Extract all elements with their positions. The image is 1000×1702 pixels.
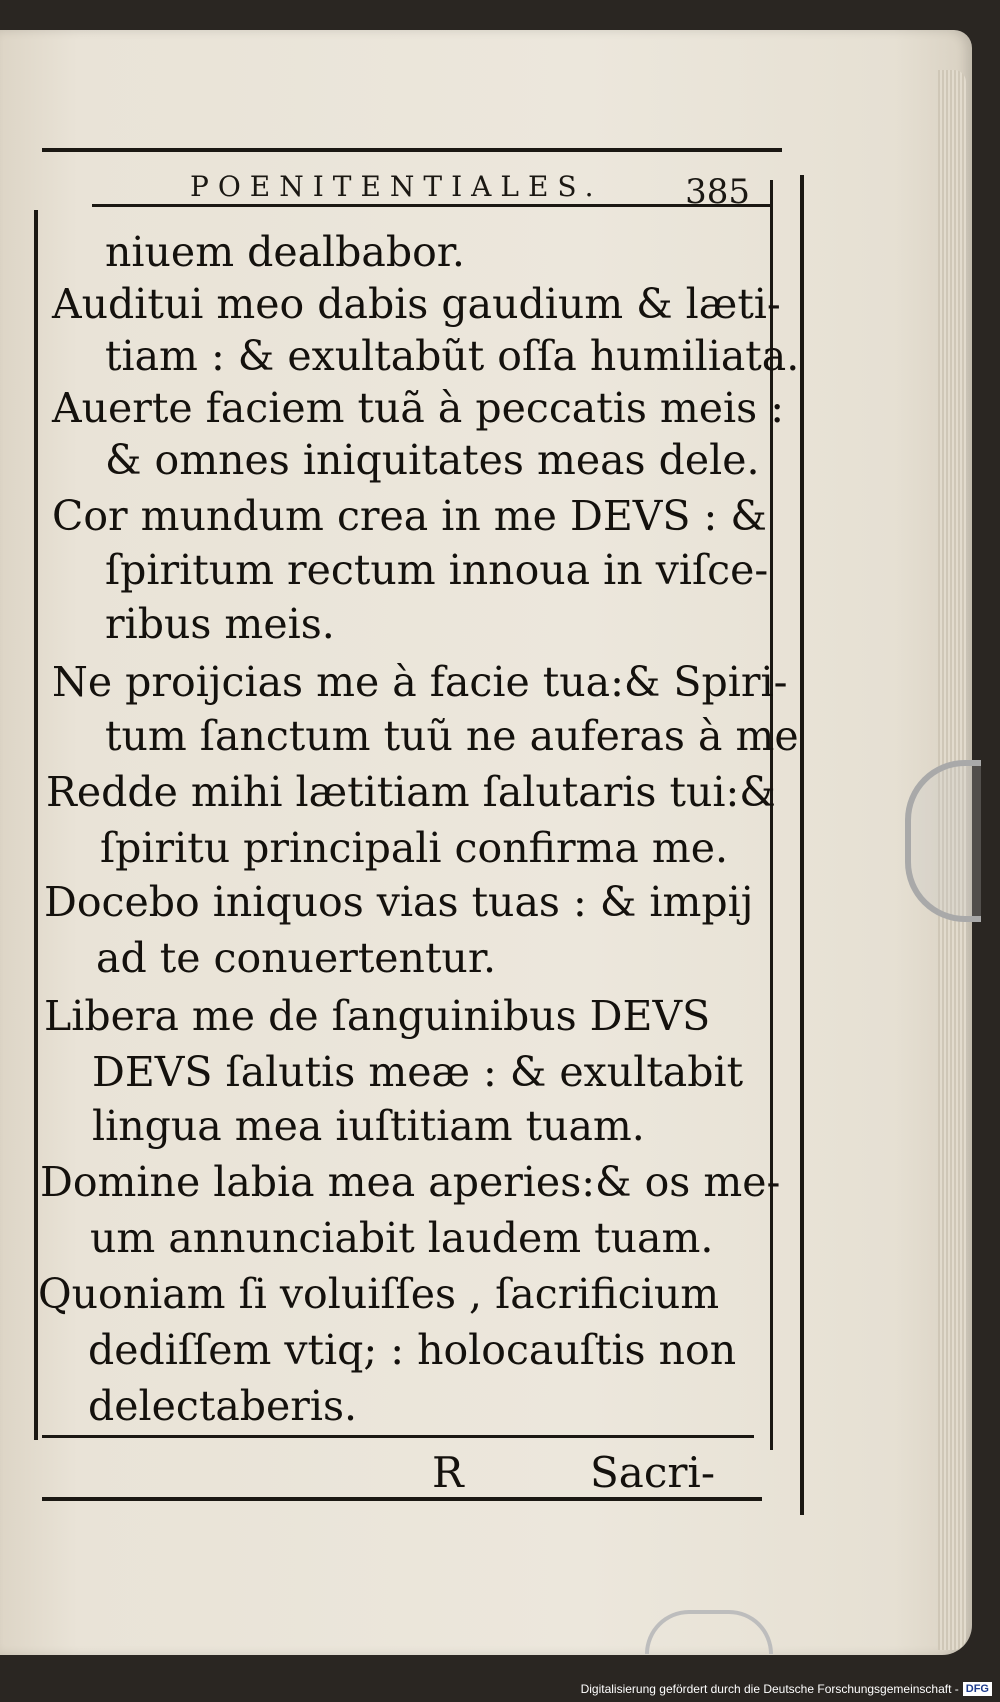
header-rule	[92, 204, 772, 207]
text-line: Docebo iniquos vias tuas : & impij	[44, 878, 754, 926]
text-line: Libera me de ſanguinibus DEVS	[44, 992, 711, 1040]
text-line: Domine labia mea aperies:& os me-	[40, 1158, 781, 1206]
digitization-credit	[581, 1680, 992, 1698]
top-rule	[42, 148, 782, 152]
catchword: Sacri-	[590, 1448, 716, 1497]
text-line: Redde mihi lætitiam ſalutaris tui:&	[46, 768, 776, 816]
outer-right-rule	[800, 175, 804, 1515]
text-line: Ne proijcias me à facie tua:& Spiri-	[52, 658, 788, 706]
text-line: um annunciabit laudem tuam.	[90, 1214, 714, 1262]
text-line: delectaberis.	[88, 1382, 358, 1430]
bottom-rule	[42, 1435, 754, 1438]
text-line: dediſſem vtiq; : holocauſtis non	[88, 1326, 737, 1374]
text-line: lingua mea iuſtitiam tuam.	[92, 1102, 645, 1150]
running-header	[190, 160, 750, 212]
text-line: Auerte faciem tuã à peccatis meis :	[52, 384, 785, 432]
credit-text: Digitalisierung gefördert durch die Deutsche Forschungsgemeinschaft -	[580, 1682, 959, 1696]
outer-bottom-rule	[42, 1497, 762, 1501]
text-line: ad te conuertentur.	[96, 934, 496, 982]
signature-mark: R	[432, 1448, 464, 1497]
running-head: POENITENTIALES.	[190, 170, 603, 203]
text-line: niuem dealbabor.	[105, 228, 465, 276]
book-clasp	[905, 760, 981, 922]
left-frame-rule	[34, 210, 38, 1440]
text-line: ribus meis.	[105, 600, 335, 648]
text-line: ſpiritu principali confirma me.	[100, 824, 729, 872]
text-line: ſpiritum rectum innoua in viſce-	[105, 546, 769, 594]
text-line: Cor mundum crea in me DEVS : &	[52, 492, 767, 540]
dfg-logo: DFG	[963, 1682, 992, 1696]
text-line: DEVS ſalutis meæ : & exultabit	[92, 1048, 744, 1096]
text-line: tum ſanctum tuũ ne auferas à me	[105, 712, 799, 760]
text-line: tiam : & exultabũt oſſa humiliata.	[105, 332, 800, 380]
text-line: Quoniam ſi voluiſſes , ſacrificium	[38, 1270, 720, 1318]
page-number: 385	[685, 172, 750, 212]
text-line: Auditui meo dabis gaudium & læti-	[52, 280, 781, 328]
text-line: & omnes iniquitates meas dele.	[105, 436, 760, 484]
